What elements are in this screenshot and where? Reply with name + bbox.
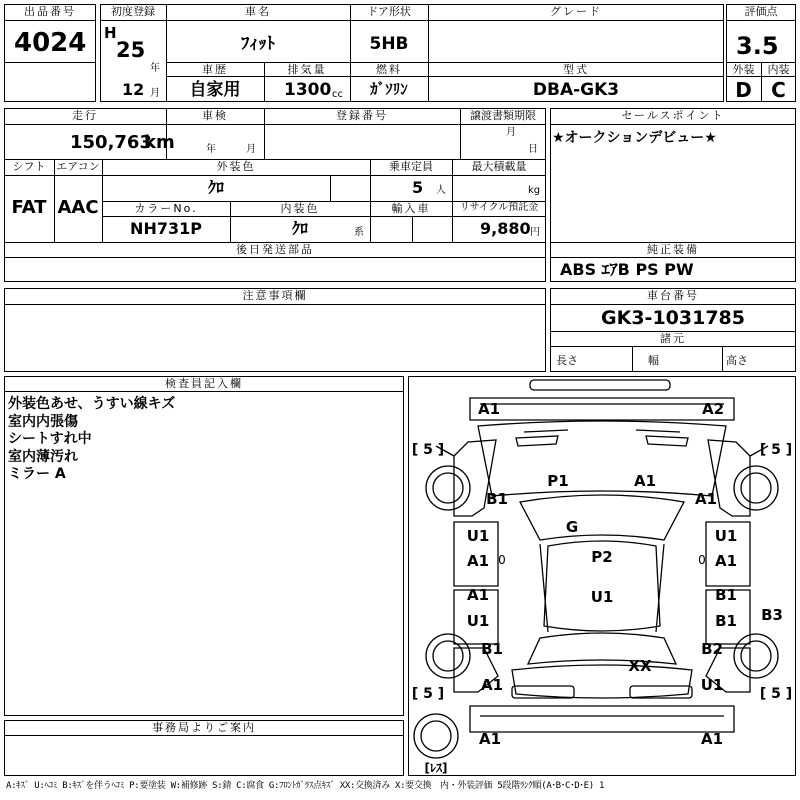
car-damage-diagram bbox=[408, 376, 796, 776]
inspector-label: 検査員記入欄 bbox=[165, 377, 243, 390]
damage-mark: G bbox=[565, 518, 579, 536]
reg-no-label: 登録番号 bbox=[336, 109, 388, 122]
sales-point-label: セールスポイント bbox=[621, 109, 725, 122]
capacity-value: 5 bbox=[412, 178, 424, 197]
max-load-label: 最大積載量 bbox=[471, 160, 527, 173]
fuel-value: ｶﾞｿﾘﾝ bbox=[370, 80, 408, 98]
year-unit: 年 bbox=[150, 63, 160, 74]
damage-mark: U1 bbox=[466, 612, 490, 630]
displacement-label: 排気量 bbox=[287, 63, 327, 76]
equipment-value: ABS ｴｱB PS PW bbox=[560, 260, 694, 279]
damage-mark: B2 bbox=[701, 640, 723, 658]
fuel-label: 燃料 bbox=[376, 63, 402, 76]
damage-mark: A1 bbox=[714, 552, 738, 570]
km-unit: km bbox=[144, 132, 175, 153]
capacity-label: 乗車定員 bbox=[389, 160, 433, 173]
inspection-year-unit: 年 bbox=[206, 144, 216, 155]
aircon-value: AAC bbox=[57, 197, 99, 218]
inspector-notes-list bbox=[8, 396, 175, 484]
interior-value: C bbox=[771, 78, 786, 102]
inspection-label: 車検 bbox=[202, 109, 228, 122]
shift-label: シフト bbox=[12, 160, 46, 173]
damage-mark: U1 bbox=[590, 588, 614, 606]
width-label: 幅 bbox=[648, 354, 659, 367]
damage-mark: U1 bbox=[466, 527, 490, 545]
recycle-value: 9,880 bbox=[480, 219, 531, 238]
damage-mark: A1 bbox=[466, 552, 490, 570]
model-label: 型式 bbox=[563, 63, 589, 76]
car-name-label: 車名 bbox=[245, 5, 271, 18]
chassis-no-label: 車台番号 bbox=[647, 289, 699, 302]
damage-mark: P1 bbox=[547, 472, 569, 490]
office-label: 事務局よりご案内 bbox=[152, 721, 256, 734]
inspection-month-unit: 月 bbox=[246, 144, 256, 155]
notes-label: 注意事項欄 bbox=[242, 289, 308, 302]
damage-mark: A1 bbox=[477, 400, 501, 418]
damage-mark: A1 bbox=[700, 730, 724, 748]
recycle-label: リサイクル預託金 bbox=[459, 202, 539, 213]
damage-mark: A2 bbox=[701, 400, 725, 418]
tire-tread: [ 5 ] bbox=[759, 686, 793, 702]
height-label: 高さ bbox=[726, 354, 748, 367]
damage-mark: U1 bbox=[700, 676, 724, 694]
damage-mark: A1 bbox=[478, 730, 502, 748]
interior-label: 内装 bbox=[767, 63, 790, 76]
inspector-note: 室内内張傷 bbox=[8, 413, 78, 430]
series-unit: 系 bbox=[354, 227, 364, 238]
exterior-value: D bbox=[735, 78, 752, 102]
later-parts-label: 後日発送部品 bbox=[236, 243, 314, 256]
length-label: 長さ bbox=[556, 354, 578, 367]
damage-mark: B3 bbox=[761, 606, 783, 624]
damage-mark: B1 bbox=[481, 640, 503, 658]
first-reg-label: 初度登録 bbox=[111, 5, 155, 18]
mileage-label: 走行 bbox=[72, 109, 98, 122]
month-unit: 月 bbox=[150, 88, 160, 99]
damage-mark: B1 bbox=[715, 586, 737, 604]
damage-mark: U1 bbox=[714, 527, 738, 545]
sales-point-value: ★オークションデビュー★ bbox=[552, 130, 717, 146]
first-reg-month: 12 bbox=[122, 80, 145, 99]
damage-mark: XX bbox=[628, 657, 652, 675]
shift-value: FAT bbox=[11, 197, 47, 218]
history-value: 自家用 bbox=[189, 80, 241, 100]
transfer-deadline-label: 譲渡書類期限 bbox=[470, 109, 536, 122]
damage-mark: A1 bbox=[480, 676, 504, 694]
damage-mark: B1 bbox=[715, 612, 737, 630]
transfer-month-unit: 月 bbox=[506, 127, 516, 138]
specs-label: 諸元 bbox=[660, 332, 686, 345]
yen-unit: 円 bbox=[530, 227, 540, 238]
aircon-label: エアコン bbox=[56, 160, 100, 173]
transfer-day-unit: 日 bbox=[528, 144, 538, 155]
ext-color-value: ｸﾛ bbox=[207, 178, 224, 197]
damage-mark: P2 bbox=[591, 548, 613, 566]
damage-mark: A1 bbox=[633, 472, 657, 490]
tire-tread: [ 5 ] bbox=[759, 442, 793, 458]
damage-mark: A1 bbox=[694, 490, 718, 508]
int-color-label: 内装色 bbox=[280, 202, 320, 215]
car-name-value: ﾌｨｯﾄ bbox=[241, 34, 275, 54]
tire-tread: [ 5 ] bbox=[411, 442, 445, 458]
lot-number-value: 4024 bbox=[14, 28, 87, 58]
score-value: 3.5 bbox=[736, 32, 779, 60]
door-type-label: ドア形状 bbox=[367, 5, 411, 18]
displacement-value: 1300 bbox=[284, 80, 332, 100]
import-label: 輸入車 bbox=[391, 202, 431, 215]
inspector-note: 外装色あせ、うすい線キズ bbox=[8, 396, 176, 412]
chassis-no-value: GK3-1031785 bbox=[601, 307, 745, 329]
svg-text:0: 0 bbox=[498, 553, 506, 567]
legend-text: A:ｷｽﾞ U:ﾍｺﾐ B:ｷｽﾞを伴うﾍｺﾐ P:要塗装 W:補修跡 S:錆 C:腐食 G:ﾌﾛﾝﾄｶﾞﾗｽ点ｷｽﾞ XX:交換済み X:要交換 内・外装評価 5段階ﾗﾝｸ順(A･B･C･D･E) 1 bbox=[6, 781, 605, 791]
grade-label: グレード bbox=[550, 5, 602, 18]
score-label: 評価点 bbox=[744, 5, 778, 18]
inspector-note: シートすれ中 bbox=[8, 431, 92, 447]
kg-unit: kg bbox=[528, 185, 541, 196]
ext-color-label: 外装色 bbox=[216, 160, 256, 173]
model-value: DBA-GK3 bbox=[532, 80, 620, 100]
color-no-label: カラーNo. bbox=[134, 202, 198, 215]
persons-unit: 人 bbox=[436, 185, 446, 196]
mileage-value: 150,763 bbox=[70, 132, 152, 153]
inspector-note: ミラー A bbox=[8, 466, 66, 482]
equipment-label: 純正装備 bbox=[647, 243, 699, 256]
tire-tread: [ 5 ] bbox=[411, 686, 445, 702]
history-label: 車歴 bbox=[202, 63, 228, 76]
damage-mark: A1 bbox=[466, 586, 490, 604]
first-reg-year: 25 bbox=[116, 38, 146, 62]
door-type-value: 5HB bbox=[369, 34, 409, 54]
cc-unit: cc bbox=[332, 89, 343, 100]
lot-number-label: 出品番号 bbox=[24, 5, 76, 18]
era-label: H bbox=[104, 24, 117, 42]
inspector-note: 室内薄汚れ bbox=[8, 448, 78, 465]
exterior-label: 外装 bbox=[732, 63, 755, 76]
damage-mark: B1 bbox=[486, 490, 508, 508]
svg-text:0: 0 bbox=[698, 553, 706, 567]
color-no-value: NH731P bbox=[130, 219, 202, 238]
spare-tire-label: [ﾚｽ] bbox=[424, 761, 448, 775]
int-color-value: ｸﾛ bbox=[291, 219, 308, 238]
